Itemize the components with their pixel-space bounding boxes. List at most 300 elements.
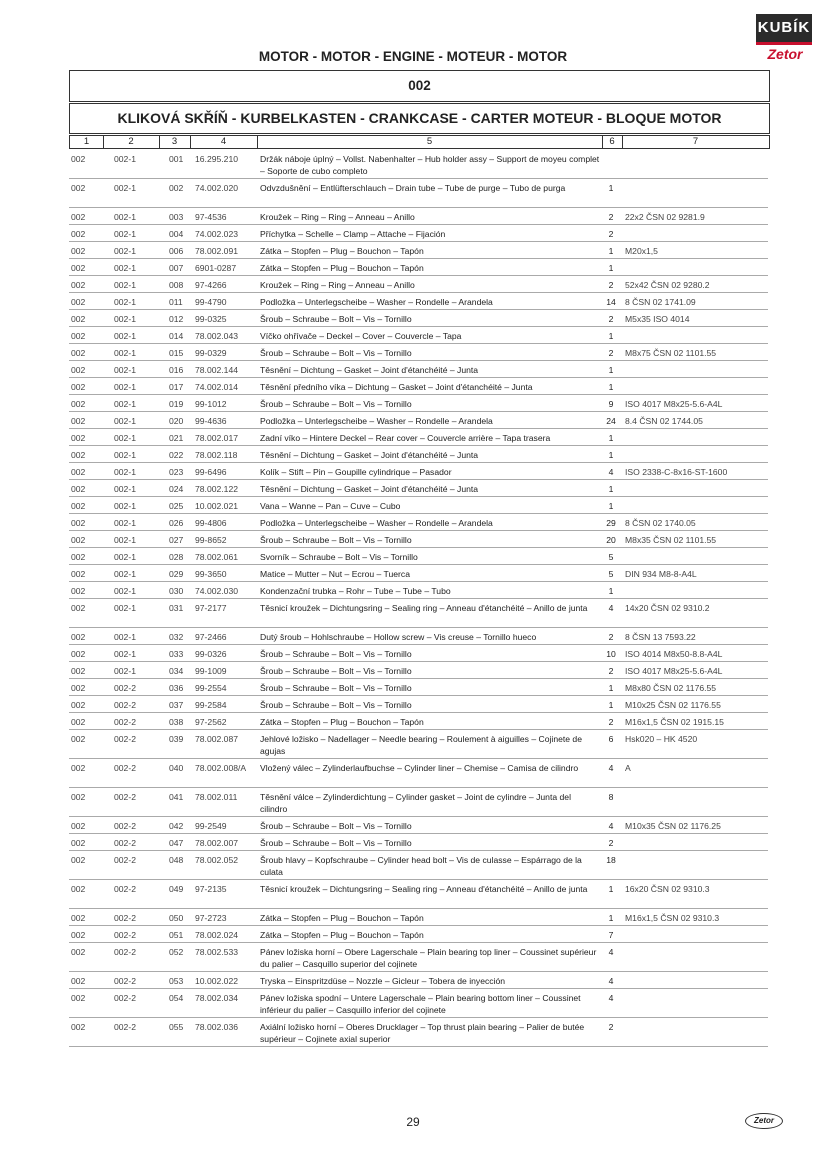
cell-c4: 78.002.122 bbox=[195, 484, 239, 494]
cell-c3: 011 bbox=[169, 297, 183, 307]
cell-c3: 039 bbox=[169, 734, 184, 744]
cell-c2: 002-1 bbox=[114, 399, 136, 409]
table-row bbox=[69, 208, 768, 225]
cell-c4: 97-2562 bbox=[195, 717, 227, 727]
cell-c1: 002 bbox=[71, 552, 86, 562]
table-row bbox=[69, 514, 768, 531]
cell-c6: 1 bbox=[608, 913, 614, 923]
cell-c2: 002-1 bbox=[114, 263, 136, 273]
cell-c5: Podložka – Unterlegscheibe – Washer – Rondelle – Arandela bbox=[260, 518, 493, 528]
cell-c3: 031 bbox=[169, 603, 184, 613]
table-row bbox=[69, 972, 768, 989]
cell-c4: 99-6496 bbox=[195, 467, 227, 477]
column-header-2: 2 bbox=[103, 136, 160, 148]
cell-c1: 002 bbox=[71, 569, 86, 579]
cell-c3: 048 bbox=[169, 855, 184, 865]
cell-c7: 22x2 ČSN 02 9281.9 bbox=[625, 212, 705, 222]
cell-c5: Šroub – Schraube – Bolt – Vis – Tornillo bbox=[260, 838, 412, 848]
cell-c5: Těsnění – Dichtung – Gasket – Joint d'étanchéité – Junta bbox=[260, 365, 479, 375]
cell-c6: 2 bbox=[608, 314, 614, 324]
cell-c1: 002 bbox=[71, 884, 86, 894]
cell-c6: 2 bbox=[608, 1022, 614, 1032]
cell-c5: Těsnění válce – Zylinderdichtung – Cylinder gasket – Joint de cylindre – Junta del cilindro bbox=[260, 792, 571, 814]
cell-c5: Pánev ložiska spodní – Untere Lagerschale – Plain bearing bottom liner – Coussinet inférieur du palier – Casquillo inferior del cojinete bbox=[260, 993, 581, 1015]
cell-c4: 97-4536 bbox=[195, 212, 227, 222]
cell-c5: Odvzdušnění – Entlüfterschlauch – Drain tube – Tube de purge – Tubo de purga bbox=[260, 183, 566, 193]
cell-c4: 99-1012 bbox=[195, 399, 227, 409]
table-row bbox=[69, 730, 768, 759]
cell-c4: 78.002.118 bbox=[195, 450, 238, 460]
cell-c7: 8.4 ČSN 02 1744.05 bbox=[625, 416, 703, 426]
cell-c2: 002-2 bbox=[114, 913, 136, 923]
cell-c2: 002-1 bbox=[114, 433, 136, 443]
cell-c6: 6 bbox=[608, 734, 614, 744]
cell-c1: 002 bbox=[71, 297, 86, 307]
cell-c4: 99-4806 bbox=[195, 518, 227, 528]
table-row bbox=[69, 310, 768, 327]
cell-c1: 002 bbox=[71, 433, 86, 443]
cell-c1: 002 bbox=[71, 792, 86, 802]
cell-c6: 18 bbox=[606, 855, 616, 865]
cell-c6: 29 bbox=[606, 518, 616, 528]
table-row bbox=[69, 497, 768, 514]
cell-c6: 5 bbox=[608, 552, 614, 562]
cell-c7: 14x20 ČSN 02 9310.2 bbox=[625, 603, 710, 613]
cell-c2: 002-2 bbox=[114, 700, 136, 710]
table-row bbox=[69, 1018, 768, 1047]
cell-c2: 002-2 bbox=[114, 683, 136, 693]
cell-c6: 4 bbox=[608, 993, 614, 1003]
cell-c3: 015 bbox=[169, 348, 184, 358]
cell-c1: 002 bbox=[71, 382, 86, 392]
table-row bbox=[69, 378, 768, 395]
cell-c7: M8x75 ČSN 02 1101.55 bbox=[625, 348, 717, 358]
cell-c4: 97-2177 bbox=[195, 603, 227, 613]
cell-c4: 99-2549 bbox=[195, 821, 227, 831]
cell-c2: 002-1 bbox=[114, 183, 136, 193]
cell-c4: 74.002.023 bbox=[195, 229, 239, 239]
cell-c7: A bbox=[625, 763, 631, 773]
cell-c5: Zátka – Stopfen – Plug – Bouchon – Tapón bbox=[260, 717, 424, 727]
cell-c5: Podložka – Unterlegscheibe – Washer – Rondelle – Arandela bbox=[260, 297, 493, 307]
cell-c2: 002-1 bbox=[114, 467, 136, 477]
cell-c1: 002 bbox=[71, 263, 86, 273]
cell-c7: 8 ČSN 02 1741.09 bbox=[625, 297, 696, 307]
cell-c3: 038 bbox=[169, 717, 184, 727]
cell-c4: 99-0329 bbox=[195, 348, 227, 358]
section-subtitle: KLIKOVÁ SKŘÍŇ - KURBELKASTEN - CRANKCASE - CARTER MOTEUR - BLOQUE MOTOR bbox=[69, 103, 770, 134]
column-header-4: 4 bbox=[190, 136, 258, 148]
cell-c2: 002-2 bbox=[114, 821, 136, 831]
kubik-logo: KUBÍK bbox=[756, 14, 812, 45]
cell-c7: ISO 4017 M8x25-5.6-A4L bbox=[625, 666, 723, 676]
cell-c1: 002 bbox=[71, 399, 86, 409]
table-row bbox=[69, 599, 768, 628]
cell-c4: 99-4636 bbox=[195, 416, 227, 426]
cell-c3: 050 bbox=[169, 913, 184, 923]
parts-table bbox=[69, 150, 768, 1047]
cell-c1: 002 bbox=[71, 484, 86, 494]
cell-c5: Těsnicí kroužek – Dichtungsring – Sealing ring – Anneau d'étanchéité – Anillo de junta bbox=[260, 884, 588, 894]
cell-c7: 8 ČSN 02 1740.05 bbox=[625, 518, 696, 528]
cell-c3: 016 bbox=[169, 365, 184, 375]
cell-c5: Zátka – Stopfen – Plug – Bouchon – Tapón bbox=[260, 913, 424, 923]
cell-c3: 003 bbox=[169, 212, 184, 222]
table-row bbox=[69, 582, 768, 599]
zetor-footer-logo: Zetor bbox=[745, 1113, 783, 1129]
table-row bbox=[69, 713, 768, 730]
cell-c2: 002-1 bbox=[114, 450, 136, 460]
table-row bbox=[69, 276, 768, 293]
table-row bbox=[69, 548, 768, 565]
cell-c7: M5x35 ISO 4014 bbox=[625, 314, 690, 324]
cell-c5: Zátka – Stopfen – Plug – Bouchon – Tapón bbox=[260, 930, 424, 940]
cell-c6: 1 bbox=[608, 331, 614, 341]
cell-c1: 002 bbox=[71, 365, 86, 375]
table-row bbox=[69, 788, 768, 817]
table-row bbox=[69, 225, 768, 242]
cell-c1: 002 bbox=[71, 246, 86, 256]
cell-c6: 4 bbox=[608, 467, 614, 477]
cell-c5: Šroub – Schraube – Bolt – Vis – Tornillo bbox=[260, 666, 412, 676]
cell-c2: 002-1 bbox=[114, 365, 136, 375]
cell-c6: 4 bbox=[608, 821, 614, 831]
cell-c4: 78.002.087 bbox=[195, 734, 239, 744]
table-row bbox=[69, 565, 768, 582]
cell-c5: Vložený válec – Zylinderlaufbuchse – Cylinder liner – Chemise – Camisa de cilindro bbox=[260, 763, 579, 773]
cell-c5: Příchytka – Schelle – Clamp – Attache – Fijación bbox=[260, 229, 446, 239]
cell-c6: 1 bbox=[608, 484, 614, 494]
table-row bbox=[69, 259, 768, 276]
cell-c1: 002 bbox=[71, 183, 86, 193]
cell-c7: M10x25 ČSN 02 1176.55 bbox=[625, 700, 721, 710]
cell-c4: 97-2723 bbox=[195, 913, 227, 923]
cell-c6: 1 bbox=[608, 246, 614, 256]
cell-c5: Svorník – Schraube – Bolt – Vis – Tornillo bbox=[260, 552, 418, 562]
cell-c1: 002 bbox=[71, 501, 86, 511]
cell-c1: 002 bbox=[71, 518, 86, 528]
cell-c4: 78.002.061 bbox=[195, 552, 239, 562]
cell-c4: 78.002.091 bbox=[195, 246, 239, 256]
cell-c2: 002-2 bbox=[114, 993, 136, 1003]
cell-c5: Tryska – Einspritzdüse – Nozzle – Gicleur – Tobera de inyección bbox=[260, 976, 506, 986]
table-row bbox=[69, 628, 768, 645]
cell-c7: M16x1,5 ČSN 02 9310.3 bbox=[625, 913, 720, 923]
cell-c1: 002 bbox=[71, 700, 86, 710]
cell-c6: 4 bbox=[608, 763, 614, 773]
cell-c7: M20x1,5 bbox=[625, 246, 658, 256]
cell-c3: 027 bbox=[169, 535, 184, 545]
cell-c4: 78.002.034 bbox=[195, 993, 239, 1003]
cell-c3: 012 bbox=[169, 314, 184, 324]
cell-c5: Šroub – Schraube – Bolt – Vis – Tornillo bbox=[260, 821, 412, 831]
cell-c6: 1 bbox=[608, 183, 614, 193]
cell-c2: 002-2 bbox=[114, 884, 136, 894]
cell-c6: 2 bbox=[608, 229, 614, 239]
cell-c7: M10x35 ČSN 02 1176.25 bbox=[625, 821, 721, 831]
cell-c1: 002 bbox=[71, 154, 86, 164]
cell-c2: 002-1 bbox=[114, 154, 136, 164]
cell-c4: 10.002.022 bbox=[195, 976, 239, 986]
cell-c5: Kroužek – Ring – Ring – Anneau – Anillo bbox=[260, 280, 415, 290]
cell-c2: 002-1 bbox=[114, 535, 136, 545]
cell-c1: 002 bbox=[71, 280, 86, 290]
table-row bbox=[69, 834, 768, 851]
cell-c6: 5 bbox=[608, 569, 614, 579]
cell-c2: 002-1 bbox=[114, 280, 136, 290]
cell-c3: 020 bbox=[169, 416, 184, 426]
table-row bbox=[69, 446, 768, 463]
cell-c5: Šroub – Schraube – Bolt – Vis – Tornillo bbox=[260, 314, 412, 324]
cell-c5: Těsnění – Dichtung – Gasket – Joint d'étanchéité – Junta bbox=[260, 450, 479, 460]
cell-c5: Šroub – Schraube – Bolt – Vis – Tornillo bbox=[260, 649, 412, 659]
cell-c4: 78.002.144 bbox=[195, 365, 239, 375]
cell-c4: 74.002.020 bbox=[195, 183, 239, 193]
cell-c4: 99-2584 bbox=[195, 700, 227, 710]
cell-c2: 002-1 bbox=[114, 666, 136, 676]
table-row bbox=[69, 429, 768, 446]
cell-c5: Těsnicí kroužek – Dichtungsring – Sealing ring – Anneau d'étanchéité – Anillo de junta bbox=[260, 603, 588, 613]
cell-c5: Zátka – Stopfen – Plug – Bouchon – Tapón bbox=[260, 246, 424, 256]
cell-c3: 023 bbox=[169, 467, 184, 477]
table-row bbox=[69, 696, 768, 713]
cell-c2: 002-2 bbox=[114, 930, 136, 940]
cell-c4: 74.002.030 bbox=[195, 586, 239, 596]
cell-c4: 78.002.007 bbox=[195, 838, 239, 848]
cell-c1: 002 bbox=[71, 348, 86, 358]
cell-c5: Šroub – Schraube – Bolt – Vis – Tornillo bbox=[260, 700, 412, 710]
cell-c1: 002 bbox=[71, 993, 86, 1003]
column-header bbox=[69, 135, 770, 149]
cell-c7: M8x35 ČSN 02 1101.55 bbox=[625, 535, 717, 545]
cell-c3: 006 bbox=[169, 246, 184, 256]
cell-c5: Těsnění předního víka – Dichtung – Gasket – Joint d'étanchéité – Junta bbox=[260, 382, 533, 392]
group-code-box: 002 bbox=[69, 70, 770, 102]
cell-c1: 002 bbox=[71, 649, 86, 659]
cell-c2: 002-1 bbox=[114, 649, 136, 659]
cell-c5: Vana – Wanne – Pan – Cuve – Cubo bbox=[260, 501, 401, 511]
cell-c6: 1 bbox=[608, 586, 614, 596]
cell-c3: 021 bbox=[169, 433, 184, 443]
cell-c2: 002-1 bbox=[114, 297, 136, 307]
cell-c1: 002 bbox=[71, 467, 86, 477]
cell-c2: 002-1 bbox=[114, 632, 136, 642]
cell-c6: 1 bbox=[608, 365, 614, 375]
cell-c6: 1 bbox=[608, 433, 614, 443]
cell-c6: 8 bbox=[608, 792, 614, 802]
cell-c4: 99-2554 bbox=[195, 683, 227, 693]
cell-c7: M16x1,5 ČSN 02 1915.15 bbox=[625, 717, 724, 727]
cell-c4: 78.002.036 bbox=[195, 1022, 239, 1032]
cell-c5: Šroub – Schraube – Bolt – Vis – Tornillo bbox=[260, 535, 412, 545]
table-row bbox=[69, 943, 768, 972]
cell-c1: 002 bbox=[71, 535, 86, 545]
cell-c4: 99-8652 bbox=[195, 535, 227, 545]
table-row bbox=[69, 344, 768, 361]
cell-c4: 10.002.021 bbox=[195, 501, 239, 511]
table-row bbox=[69, 293, 768, 310]
cell-c6: 4 bbox=[608, 976, 614, 986]
cell-c5: Držák náboje úplný – Vollst. Nabenhalter – Hub holder assy – Support de moyeu complet – Soporte de cubo completo bbox=[260, 154, 600, 176]
cell-c2: 002-1 bbox=[114, 603, 136, 613]
cell-c5: Kroužek – Ring – Ring – Anneau – Anillo bbox=[260, 212, 415, 222]
cell-c4: 97-4266 bbox=[195, 280, 227, 290]
cell-c1: 002 bbox=[71, 666, 86, 676]
zetor-logo: Zetor bbox=[767, 46, 803, 62]
cell-c4: 97-2466 bbox=[195, 632, 227, 642]
table-row bbox=[69, 679, 768, 696]
cell-c3: 017 bbox=[169, 382, 184, 392]
cell-c1: 002 bbox=[71, 314, 86, 324]
cell-c6: 2 bbox=[608, 717, 614, 727]
cell-c6: 7 bbox=[608, 930, 614, 940]
table-row bbox=[69, 463, 768, 480]
table-row bbox=[69, 759, 768, 788]
cell-c4: 99-0326 bbox=[195, 649, 227, 659]
page-number: 29 bbox=[406, 1115, 420, 1129]
cell-c1: 002 bbox=[71, 586, 86, 596]
cell-c4: 99-0325 bbox=[195, 314, 227, 324]
column-header-5: 5 bbox=[257, 136, 603, 148]
cell-c2: 002-1 bbox=[114, 586, 136, 596]
cell-c3: 004 bbox=[169, 229, 184, 239]
cell-c5: Podložka – Unterlegscheibe – Washer – Rondelle – Arandela bbox=[260, 416, 493, 426]
cell-c3: 034 bbox=[169, 666, 184, 676]
cell-c1: 002 bbox=[71, 838, 86, 848]
table-row bbox=[69, 909, 768, 926]
cell-c6: 20 bbox=[606, 535, 616, 545]
cell-c6: 2 bbox=[608, 632, 614, 642]
page-title: MOTOR - MOTOR - ENGINE - MOTEUR - MOTOR bbox=[258, 49, 568, 64]
cell-c3: 022 bbox=[169, 450, 184, 460]
cell-c4: 78.002.533 bbox=[195, 947, 239, 957]
cell-c3: 019 bbox=[169, 399, 184, 409]
cell-c6: 1 bbox=[608, 263, 614, 273]
cell-c2: 002-1 bbox=[114, 382, 136, 392]
cell-c4: 97-2135 bbox=[195, 884, 227, 894]
cell-c2: 002-1 bbox=[114, 484, 136, 494]
cell-c7: ISO 4017 M8x25-5.6-A4L bbox=[625, 399, 723, 409]
cell-c5: Víčko ohřívače – Deckel – Cover – Couvercle – Tapa bbox=[260, 331, 462, 341]
cell-c2: 002-1 bbox=[114, 314, 136, 324]
cell-c1: 002 bbox=[71, 450, 86, 460]
table-row bbox=[69, 880, 768, 909]
table-row bbox=[69, 817, 768, 834]
cell-c7: 16x20 ČSN 02 9310.3 bbox=[625, 884, 710, 894]
cell-c3: 053 bbox=[169, 976, 184, 986]
table-row bbox=[69, 662, 768, 679]
cell-c1: 002 bbox=[71, 855, 86, 865]
cell-c1: 002 bbox=[71, 331, 86, 341]
cell-c5: Kolík – Stift – Pin – Goupille cylindrique – Pasador bbox=[260, 467, 452, 477]
cell-c1: 002 bbox=[71, 603, 86, 613]
cell-c1: 002 bbox=[71, 947, 86, 957]
cell-c2: 002-2 bbox=[114, 792, 136, 802]
cell-c2: 002-1 bbox=[114, 331, 136, 341]
cell-c2: 002-2 bbox=[114, 1022, 136, 1032]
cell-c3: 028 bbox=[169, 552, 184, 562]
table-row bbox=[69, 926, 768, 943]
cell-c7: 8 ČSN 13 7593.22 bbox=[625, 632, 696, 642]
cell-c6: 2 bbox=[608, 280, 614, 290]
cell-c4: 78.002.052 bbox=[195, 855, 239, 865]
cell-c3: 036 bbox=[169, 683, 184, 693]
cell-c1: 002 bbox=[71, 913, 86, 923]
cell-c4: 78.002.017 bbox=[195, 433, 239, 443]
cell-c5: Kondenzační trubka – Rohr – Tube – Tube – Tubo bbox=[260, 586, 451, 596]
cell-c1: 002 bbox=[71, 632, 86, 642]
cell-c2: 002-1 bbox=[114, 229, 136, 239]
cell-c1: 002 bbox=[71, 976, 86, 986]
cell-c2: 002-1 bbox=[114, 212, 136, 222]
cell-c6: 9 bbox=[608, 399, 614, 409]
cell-c3: 047 bbox=[169, 838, 184, 848]
cell-c3: 037 bbox=[169, 700, 184, 710]
cell-c3: 014 bbox=[169, 331, 184, 341]
cell-c1: 002 bbox=[71, 229, 86, 239]
column-header-1: 1 bbox=[70, 136, 104, 148]
cell-c3: 026 bbox=[169, 518, 184, 528]
cell-c7: ISO 4014 M8x50-8.8-A4L bbox=[625, 649, 723, 659]
cell-c4: 78.002.043 bbox=[195, 331, 239, 341]
cell-c3: 002 bbox=[169, 183, 184, 193]
cell-c2: 002-1 bbox=[114, 518, 136, 528]
table-row bbox=[69, 531, 768, 548]
cell-c3: 007 bbox=[169, 263, 184, 273]
table-row bbox=[69, 645, 768, 662]
cell-c5: Šroub – Schraube – Bolt – Vis – Tornillo bbox=[260, 683, 412, 693]
cell-c4: 78.002.008/A bbox=[195, 763, 247, 773]
cell-c4: 99-1009 bbox=[195, 666, 227, 676]
cell-c1: 002 bbox=[71, 717, 86, 727]
cell-c7: ISO 2338-C-8x16-ST-1600 bbox=[625, 467, 728, 477]
cell-c3: 051 bbox=[169, 930, 184, 940]
cell-c5: Jehlové ložisko – Nadellager – Needle bearing – Roulement à aiguilles – Cojinete de agujas bbox=[260, 734, 582, 756]
column-header-7: 7 bbox=[692, 136, 699, 147]
cell-c6: 14 bbox=[606, 297, 616, 307]
cell-c4: 16.295.210 bbox=[195, 154, 239, 164]
cell-c1: 002 bbox=[71, 683, 86, 693]
cell-c3: 025 bbox=[169, 501, 184, 511]
cell-c7: DIN 934 M8-8-A4L bbox=[625, 569, 697, 579]
cell-c2: 002-2 bbox=[114, 947, 136, 957]
cell-c3: 049 bbox=[169, 884, 184, 894]
table-row bbox=[69, 179, 768, 208]
cell-c7: 52x42 ČSN 02 9280.2 bbox=[625, 280, 710, 290]
cell-c4: 6901-0287 bbox=[195, 263, 237, 273]
cell-c1: 002 bbox=[71, 416, 86, 426]
cell-c5: Šroub – Schraube – Bolt – Vis – Tornillo bbox=[260, 399, 412, 409]
cell-c2: 002-2 bbox=[114, 976, 136, 986]
cell-c5: Šroub – Schraube – Bolt – Vis – Tornillo bbox=[260, 348, 412, 358]
column-header-3: 3 bbox=[159, 136, 191, 148]
cell-c6: 4 bbox=[608, 947, 614, 957]
cell-c4: 99-3650 bbox=[195, 569, 227, 579]
cell-c4: 78.002.011 bbox=[195, 792, 238, 802]
cell-c3: 033 bbox=[169, 649, 184, 659]
cell-c5: Axiální ložisko horní – Oberes Drucklager – Top thrust plain bearing – Palier de butée supérieur – Cojinete axial superior bbox=[260, 1022, 585, 1044]
cell-c3: 032 bbox=[169, 632, 184, 642]
cell-c6: 1 bbox=[608, 884, 614, 894]
cell-c1: 002 bbox=[71, 821, 86, 831]
table-row bbox=[69, 989, 768, 1018]
cell-c6: 2 bbox=[608, 838, 614, 848]
cell-c2: 002-2 bbox=[114, 763, 136, 773]
cell-c2: 002-2 bbox=[114, 734, 136, 744]
table-row bbox=[69, 395, 768, 412]
cell-c2: 002-1 bbox=[114, 501, 136, 511]
cell-c1: 002 bbox=[71, 763, 86, 773]
